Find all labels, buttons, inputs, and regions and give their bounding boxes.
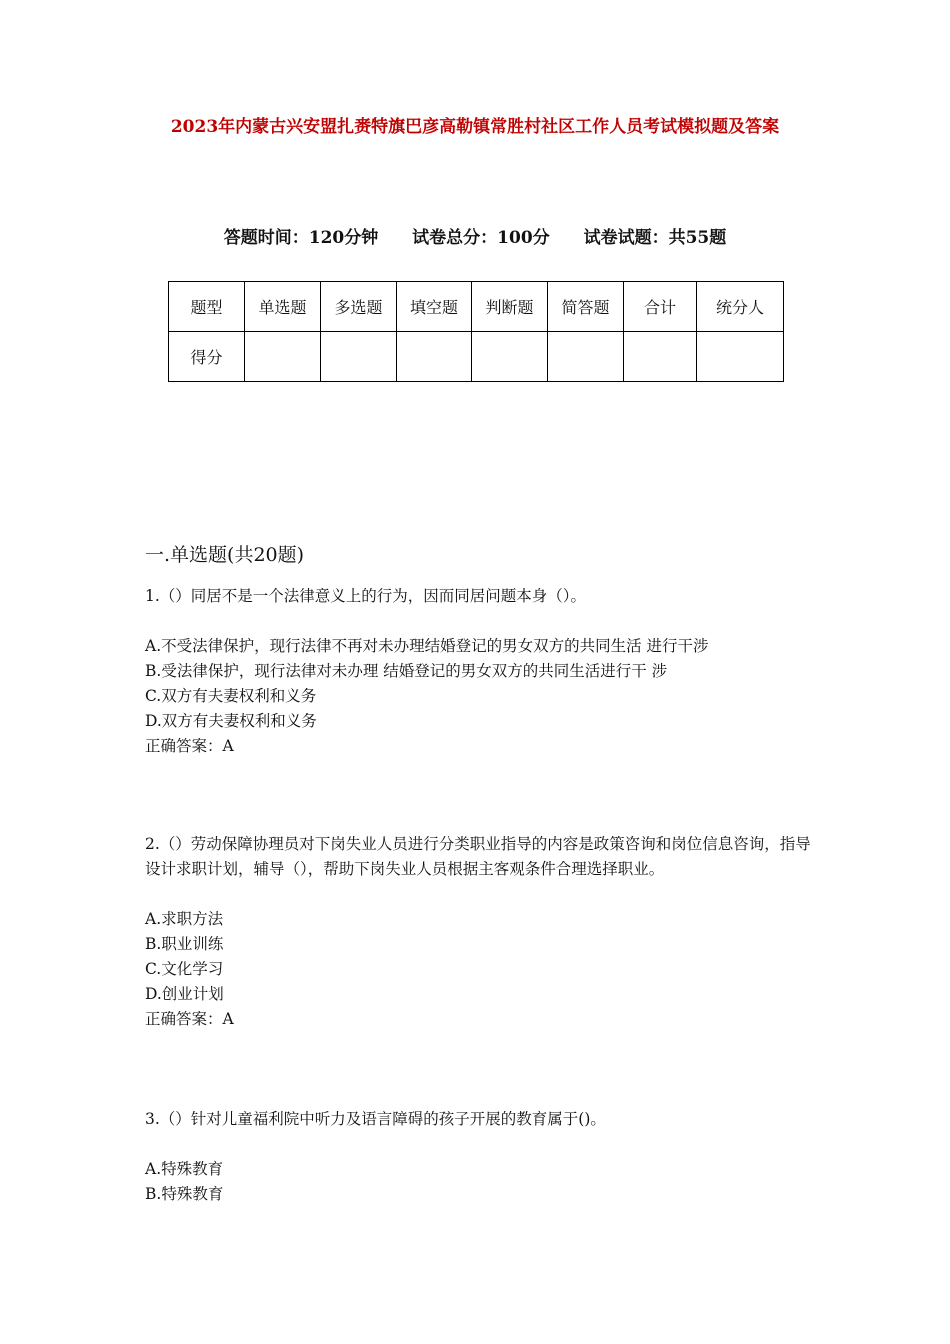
question-option: A.求职方法 (145, 910, 224, 928)
document-title: 2023年内蒙古兴安盟扎赉特旗巴彦高勒镇常胜村社区工作人员考试模拟题及答案 (170, 117, 780, 137)
question-option: D.创业计划 (145, 985, 224, 1003)
question-option: C.文化学习 (145, 960, 224, 978)
score-cell (472, 332, 548, 382)
question-stem: 3.（）针对儿童福利院中听力及语言障碍的孩子开展的教育属于()。 (145, 1110, 606, 1128)
score-table-header: 单选题 (245, 282, 321, 332)
exam-time: 答题时间：120分钟 (223, 228, 379, 248)
question-option: B.职业训练 (145, 935, 224, 953)
question-2 (145, 832, 815, 1032)
score-table-header: 多选题 (321, 282, 397, 332)
exam-total-score: 试卷总分：100分 (412, 228, 550, 248)
score-cell (548, 332, 624, 382)
question-answer: 正确答案：A (145, 1010, 234, 1028)
score-table-header: 简答题 (548, 282, 624, 332)
score-table-header: 填空题 (397, 282, 472, 332)
question-option: A.特殊教育 (145, 1160, 224, 1178)
score-cell (624, 332, 697, 382)
score-table (168, 281, 784, 382)
score-table-header: 统分人 (697, 282, 784, 332)
score-cell (697, 332, 784, 382)
section-title: 一.单选题(共20题) (145, 544, 305, 566)
score-table-header: 题型 (169, 282, 245, 332)
score-table-score-row (169, 332, 784, 382)
score-table-header: 合计 (624, 282, 697, 332)
question-stem: 2.（）劳动保障协理员对下岗失业人员进行分类职业指导的内容是政策咨询和岗位信息咨询，指导设计求职计划，辅导（），帮助下岗失业人员根据主客观条件合理选择职业。 (145, 835, 811, 878)
question-answer: 正确答案：A (145, 737, 234, 755)
score-cell (245, 332, 321, 382)
question-option: B.特殊教育 (145, 1185, 224, 1203)
exam-info (0, 226, 950, 250)
score-row-label: 得分 (169, 332, 245, 382)
question-1 (145, 584, 815, 759)
question-option: B.受法律保护，现行法律对未办理 结婚登记的男女双方的共同生活进行干 涉 (145, 662, 668, 680)
score-cell (321, 332, 397, 382)
question-option: D.双方有夫妻权利和义务 (145, 712, 317, 730)
score-table-header-row (169, 282, 784, 332)
score-table-header: 判断题 (472, 282, 548, 332)
question-option: A.不受法律保护，现行法律不再对未办理结婚登记的男女双方的共同生活 进行干涉 (145, 637, 709, 655)
score-cell (397, 332, 472, 382)
question-3 (145, 1107, 815, 1207)
question-option: C.双方有夫妻权利和义务 (145, 687, 317, 705)
question-stem: 1.（）同居不是一个法律意义上的行为，因而同居问题本身（）。 (145, 587, 587, 605)
exam-question-count: 试卷试题：共55题 (583, 228, 727, 248)
